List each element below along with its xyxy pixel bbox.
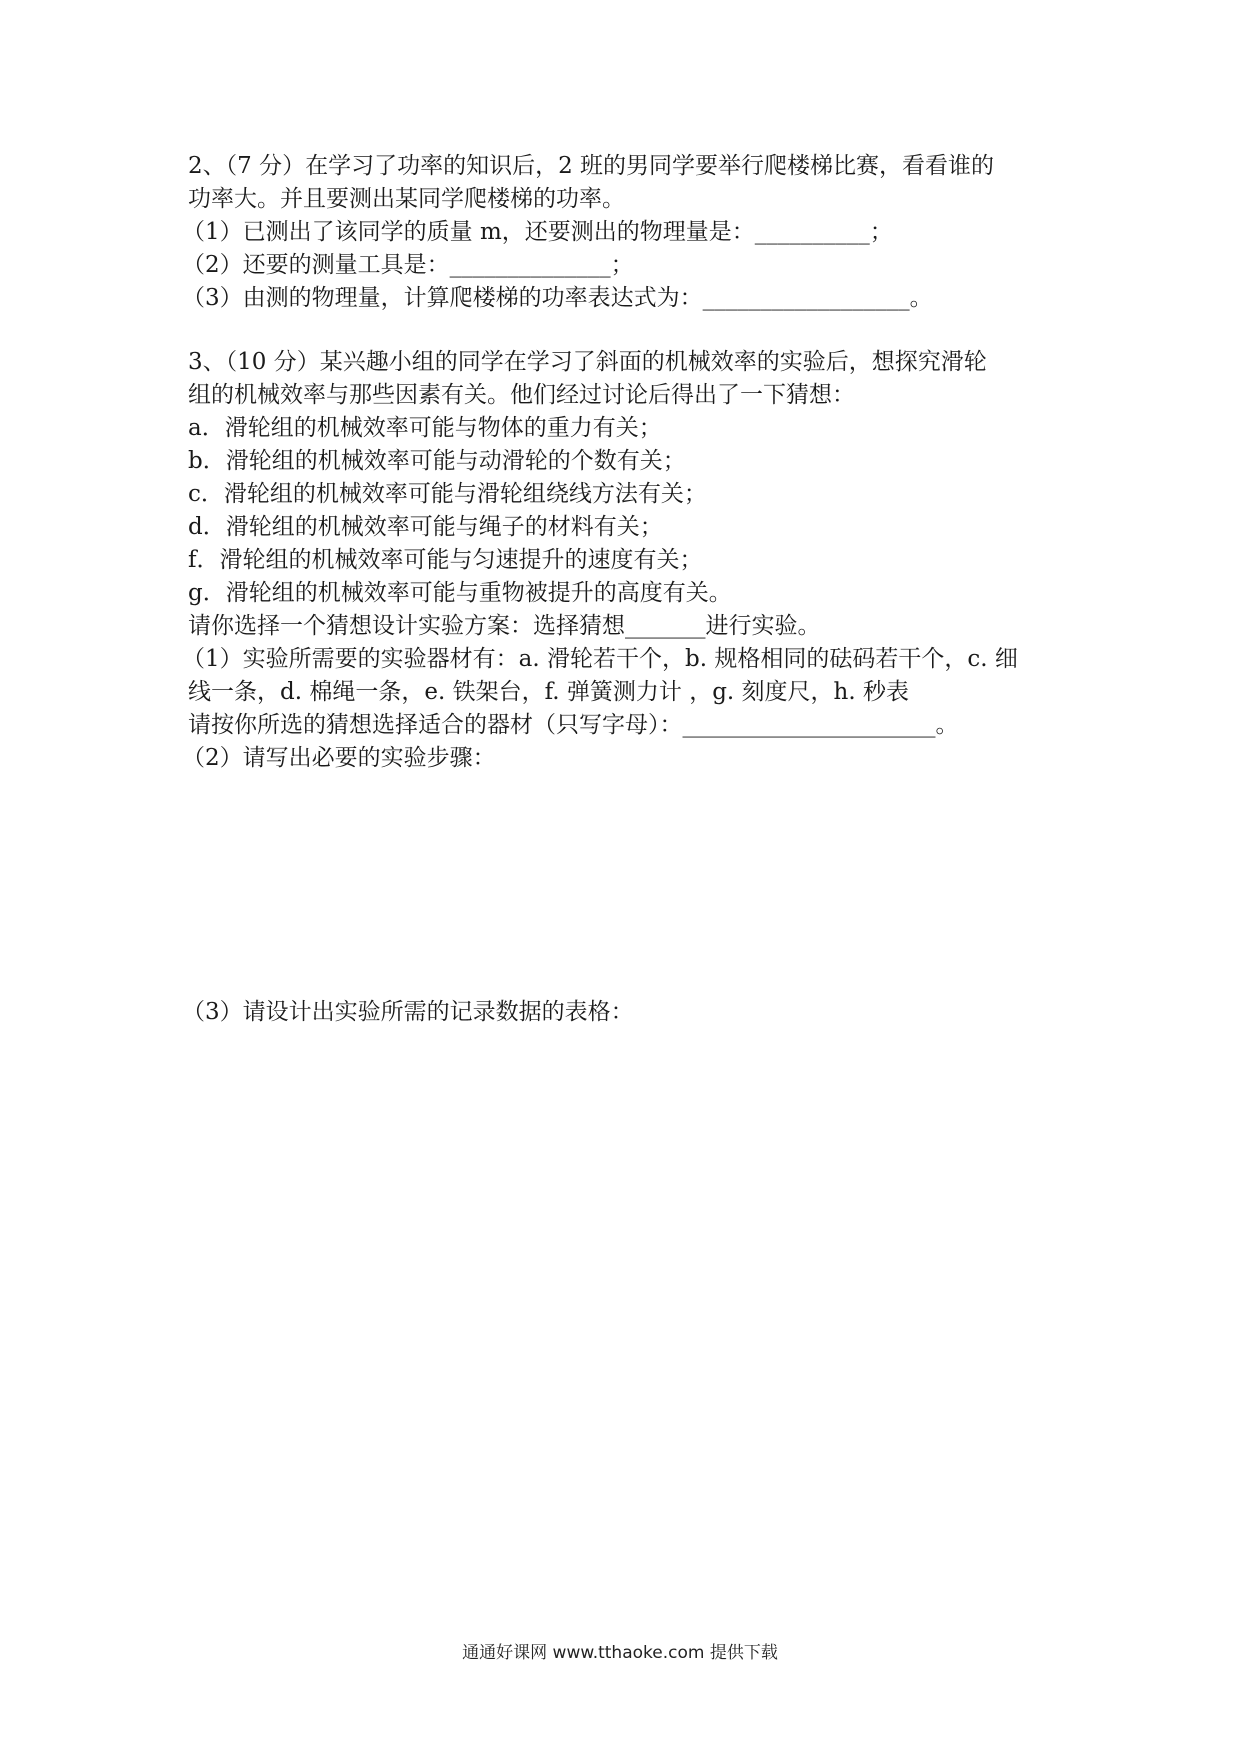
question-3-stem-line-1: 3、（10 分）某兴趣小组的同学在学习了斜面的机械效率的实验后，想探究滑轮 <box>188 349 987 375</box>
equipment-line-1: （1）实验所需要的实验器材有：a. 滑轮若干个，b. 规格相同的砝码若干个，c. 细 <box>182 646 1018 672</box>
question-3-stem-line-2: 组的机械效率与那些因素有关。他们经过讨论后得出了一下猜想： <box>188 382 855 408</box>
question-2-part-3: （3）由测的物理量，计算爬楼梯的功率表达式为：__________________。 <box>182 285 933 311</box>
question-3 <box>182 346 1068 775</box>
question-3-part-2: （2）请写出必要的实验步骤： <box>182 745 496 771</box>
question-2-stem-line-2: 功率大。并且要测出某同学爬楼梯的功率。 <box>188 186 625 212</box>
choose-hypothesis-line: 请你选择一个猜想设计实验方案：选择猜想_______进行实验。 <box>188 613 821 639</box>
question-2-stem-line-1: 2、（7 分）在学习了功率的知识后，2 班的男同学要举行爬楼梯比赛，看看谁的 <box>188 153 995 179</box>
question-3-part-3: （3）请设计出实验所需的记录数据的表格： <box>182 999 634 1025</box>
hypothesis-g: g．滑轮组的机械效率可能与重物被提升的高度有关。 <box>188 580 732 606</box>
hypothesis-c: c．滑轮组的机械效率可能与滑轮组绕线方法有关； <box>188 481 707 507</box>
equipment-line-2: 线一条，d. 棉绳一条，e. 铁架台，f. 弹簧测力计 ，g. 刻度尺，h. 秒表 <box>188 679 909 705</box>
select-equipment-line: 请按你所选的猜想选择适合的器材（只写字母）：______________________。 <box>188 712 959 738</box>
question-2-part-1: （1）已测出了该同学的质量 m，还要测出的物理量是：__________； <box>182 219 893 245</box>
question-2 <box>182 150 1068 315</box>
hypothesis-a: a．滑轮组的机械效率可能与物体的重力有关； <box>188 415 662 441</box>
page-footer: 通通好课网 www.tthaoke.com 提供下载 <box>462 1643 778 1663</box>
hypothesis-d: d．滑轮组的机械效率可能与绳子的材料有关； <box>188 514 663 540</box>
hypothesis-b: b．滑轮组的机械效率可能与动滑轮的个数有关； <box>188 448 686 474</box>
question-2-part-2: （2）还要的测量工具是：______________； <box>182 252 634 278</box>
hypothesis-f: f．滑轮组的机械效率可能与匀速提升的速度有关； <box>188 547 703 573</box>
